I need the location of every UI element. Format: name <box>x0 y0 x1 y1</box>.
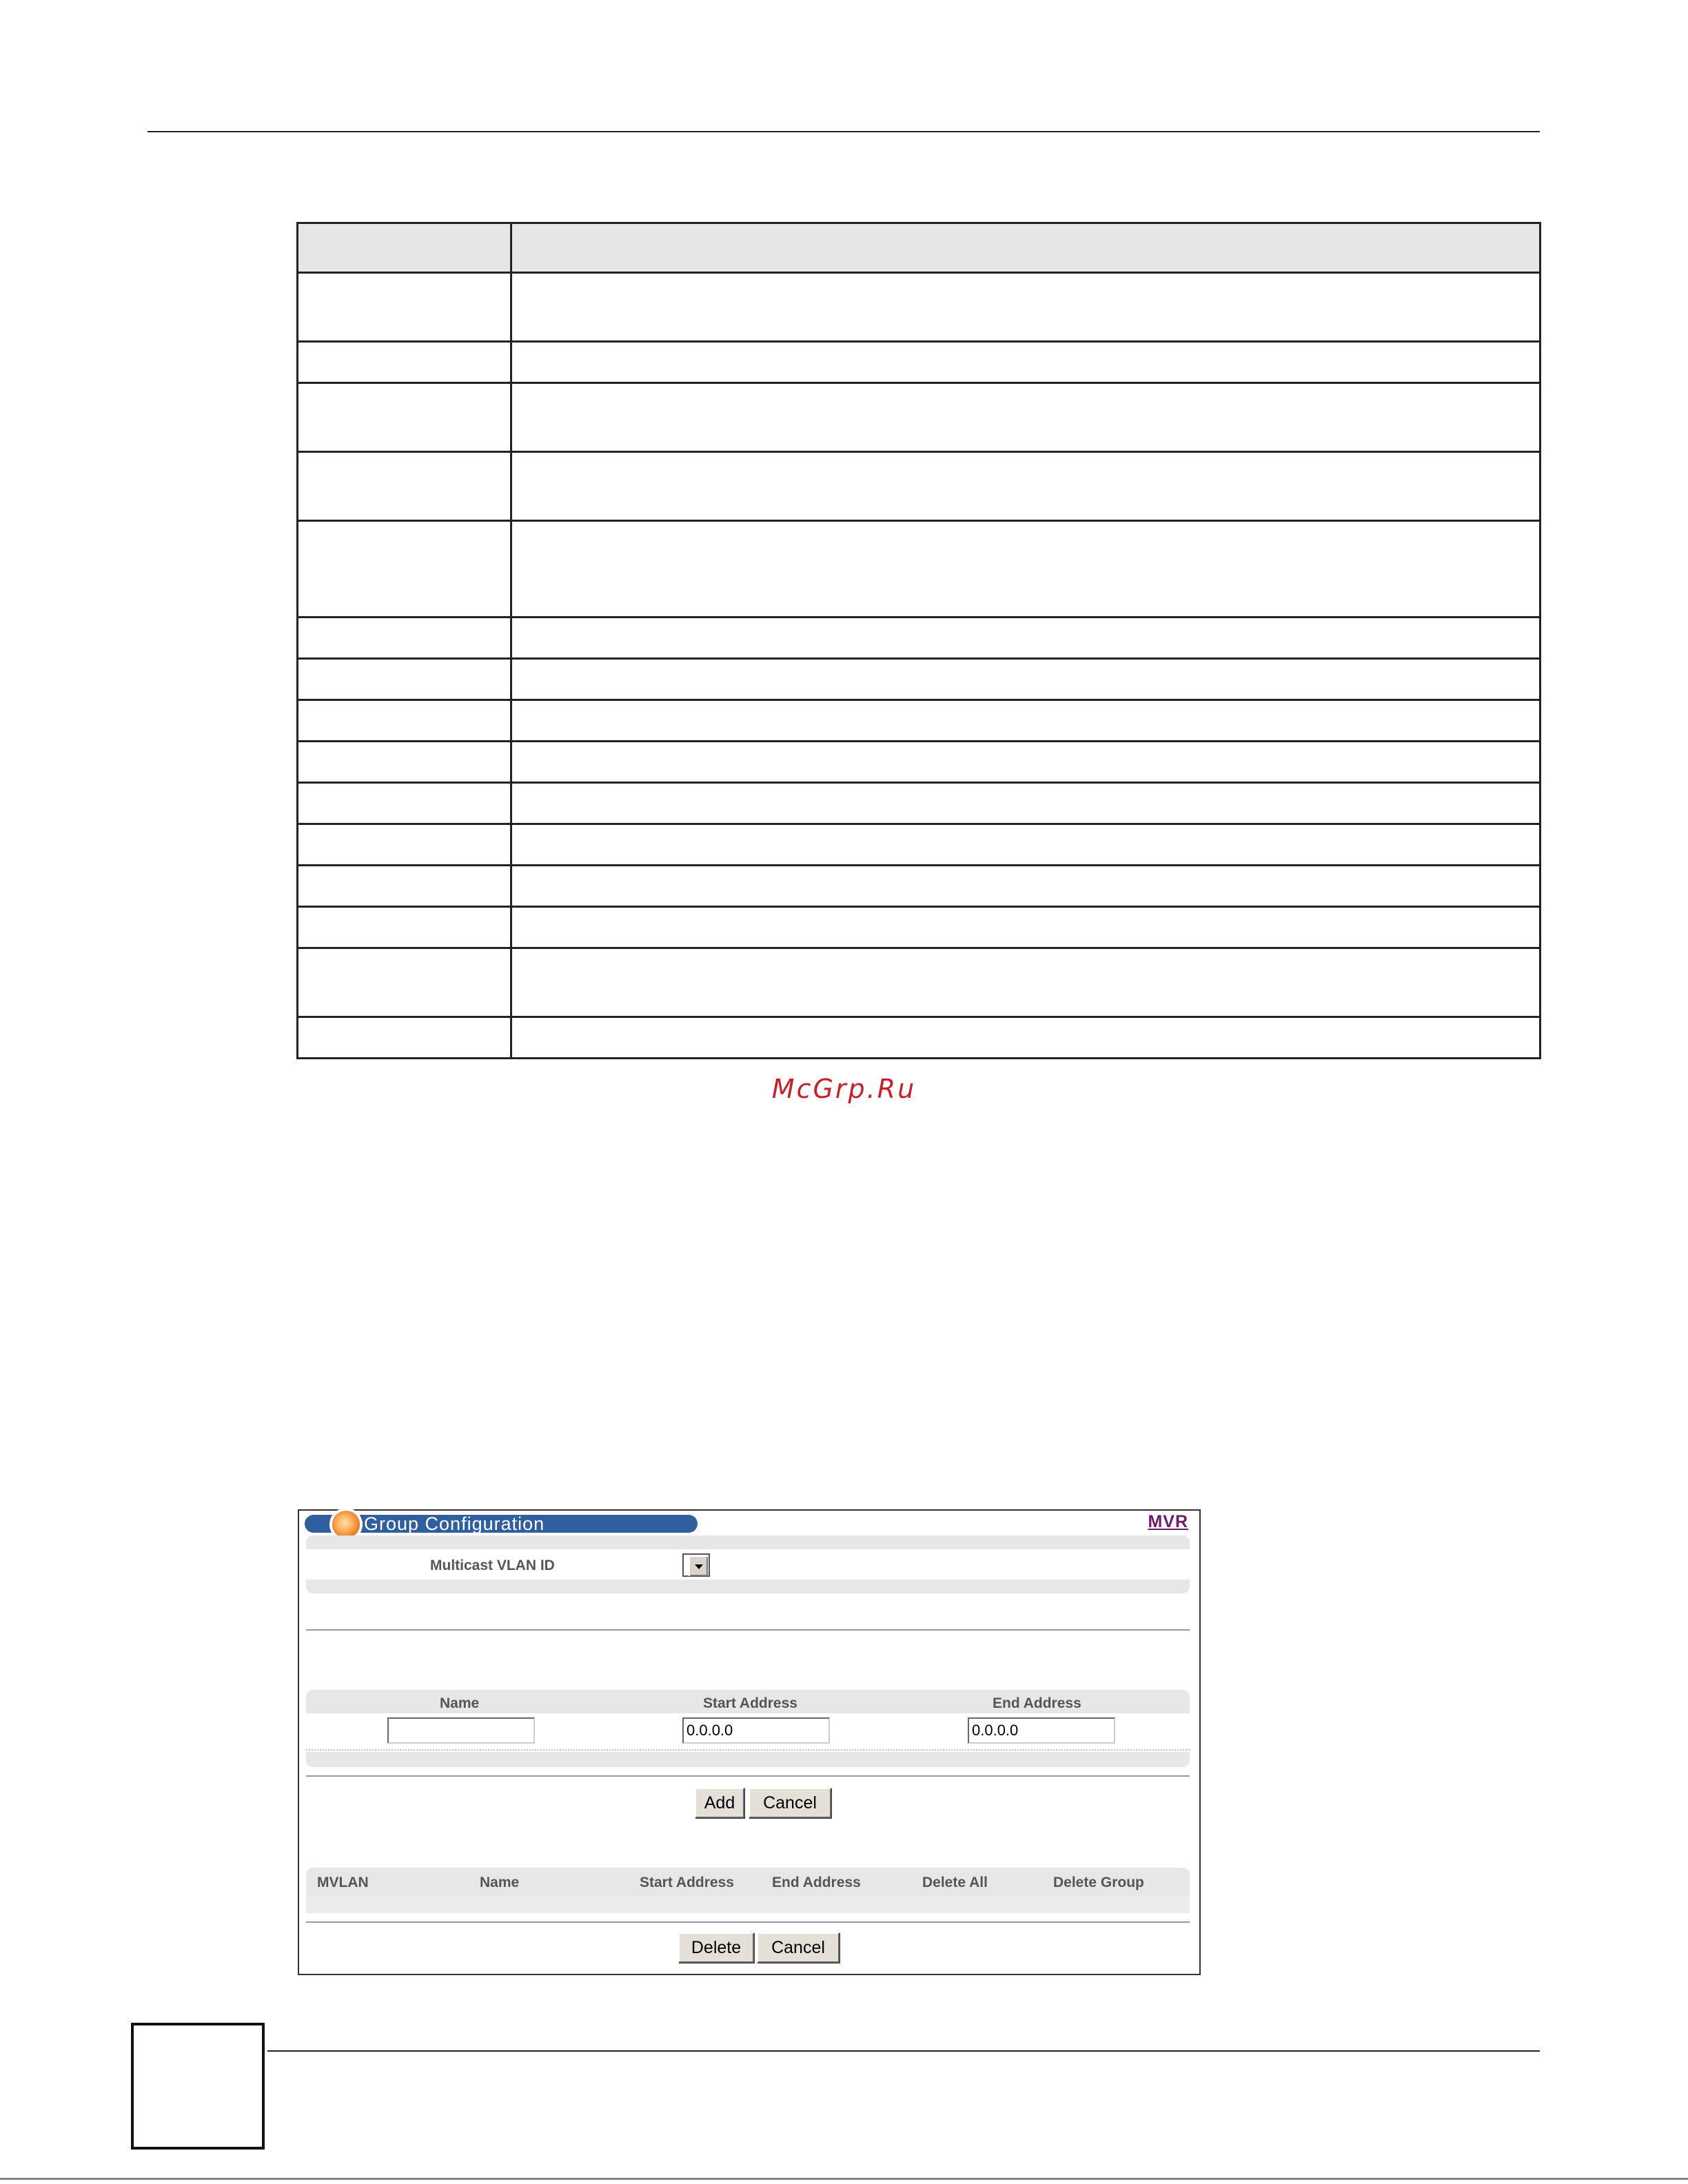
table-cell <box>298 342 511 383</box>
table-cell <box>511 742 1540 783</box>
table-cell <box>298 273 511 342</box>
table-row <box>298 783 1540 824</box>
page-title: Group Configuration <box>364 1513 545 1534</box>
table-header-row <box>298 223 1540 273</box>
end-address-column-header: End Address <box>993 1695 1081 1711</box>
delete-button[interactable]: Delete <box>678 1932 754 1963</box>
table-header-cell <box>511 223 1540 273</box>
table-cell <box>298 742 511 783</box>
watermark-text: McGrp.Ru <box>771 1074 917 1104</box>
table-cell <box>511 824 1540 866</box>
chevron-down-icon[interactable] <box>689 1555 708 1576</box>
table-row <box>298 948 1540 1017</box>
table-row <box>298 866 1540 907</box>
table-cell <box>511 866 1540 907</box>
delete-group-column-header: Delete Group <box>1053 1875 1144 1890</box>
table-cell <box>298 948 511 1017</box>
orb-icon <box>332 1511 360 1538</box>
table-cell <box>511 383 1540 452</box>
table-cell <box>298 659 511 700</box>
start-address-list-column-header: Start Address <box>640 1875 734 1890</box>
table-cell <box>298 452 511 521</box>
add-button[interactable]: Add <box>695 1788 744 1818</box>
group-configuration-screenshot <box>298 1509 1201 1975</box>
footer-rule <box>267 2050 1540 2052</box>
mvr-link[interactable]: MVR <box>1148 1512 1188 1531</box>
name-list-column-header: Name <box>480 1875 520 1890</box>
table-cell <box>298 866 511 907</box>
table-cell <box>298 521 511 618</box>
separator <box>306 1775 1190 1777</box>
table-cell <box>298 907 511 948</box>
start-address-column-header: Start Address <box>703 1695 797 1711</box>
table-cell <box>511 783 1540 824</box>
table-row <box>298 824 1540 866</box>
name-input[interactable] <box>387 1717 535 1744</box>
multicast-vlan-select[interactable] <box>682 1553 710 1577</box>
table-cell <box>511 907 1540 948</box>
end-address-input[interactable] <box>968 1717 1115 1744</box>
table-cell <box>511 273 1540 342</box>
table-cell <box>511 452 1540 521</box>
table-row <box>298 700 1540 742</box>
cancel-button[interactable]: Cancel <box>749 1788 831 1818</box>
table-cell <box>298 824 511 866</box>
table-row <box>298 521 1540 618</box>
header-rule <box>148 131 1540 132</box>
cancel-list-button[interactable]: Cancel <box>757 1932 840 1963</box>
end-address-list-column-header: End Address <box>772 1875 861 1890</box>
table-row <box>298 907 1540 948</box>
table-row <box>298 659 1540 700</box>
table-cell <box>511 1017 1540 1059</box>
separator <box>306 1629 1190 1631</box>
table-cell <box>298 783 511 824</box>
list-band-inner <box>306 1897 1190 1913</box>
table-row <box>298 342 1540 383</box>
page-number-box <box>131 2023 265 2150</box>
start-address-input[interactable] <box>682 1717 830 1744</box>
table-cell <box>511 659 1540 700</box>
delete-all-column-header: Delete All <box>922 1875 988 1890</box>
table-cell <box>298 1017 511 1059</box>
table-cell <box>511 521 1540 618</box>
table-header-cell <box>298 223 511 273</box>
table-cell <box>511 948 1540 1017</box>
title-bar <box>305 1515 698 1533</box>
table-cell <box>298 618 511 659</box>
multicast-vlan-label: Multicast VLAN ID <box>430 1558 555 1573</box>
table-cell <box>298 383 511 452</box>
table-row <box>298 742 1540 783</box>
table-cell <box>298 700 511 742</box>
document-table <box>296 222 1541 1059</box>
table-row <box>298 452 1540 521</box>
table-row <box>298 383 1540 452</box>
table-row <box>298 273 1540 342</box>
page-edge <box>0 2178 1688 2180</box>
mvlan-column-header: MVLAN <box>317 1875 369 1890</box>
table-cell <box>511 342 1540 383</box>
table-cell <box>511 618 1540 659</box>
row-divider <box>306 1749 1190 1751</box>
table-row <box>298 1017 1540 1059</box>
name-column-header: Name <box>440 1695 480 1711</box>
separator <box>306 1921 1190 1923</box>
table-cell <box>511 700 1540 742</box>
table-row <box>298 618 1540 659</box>
